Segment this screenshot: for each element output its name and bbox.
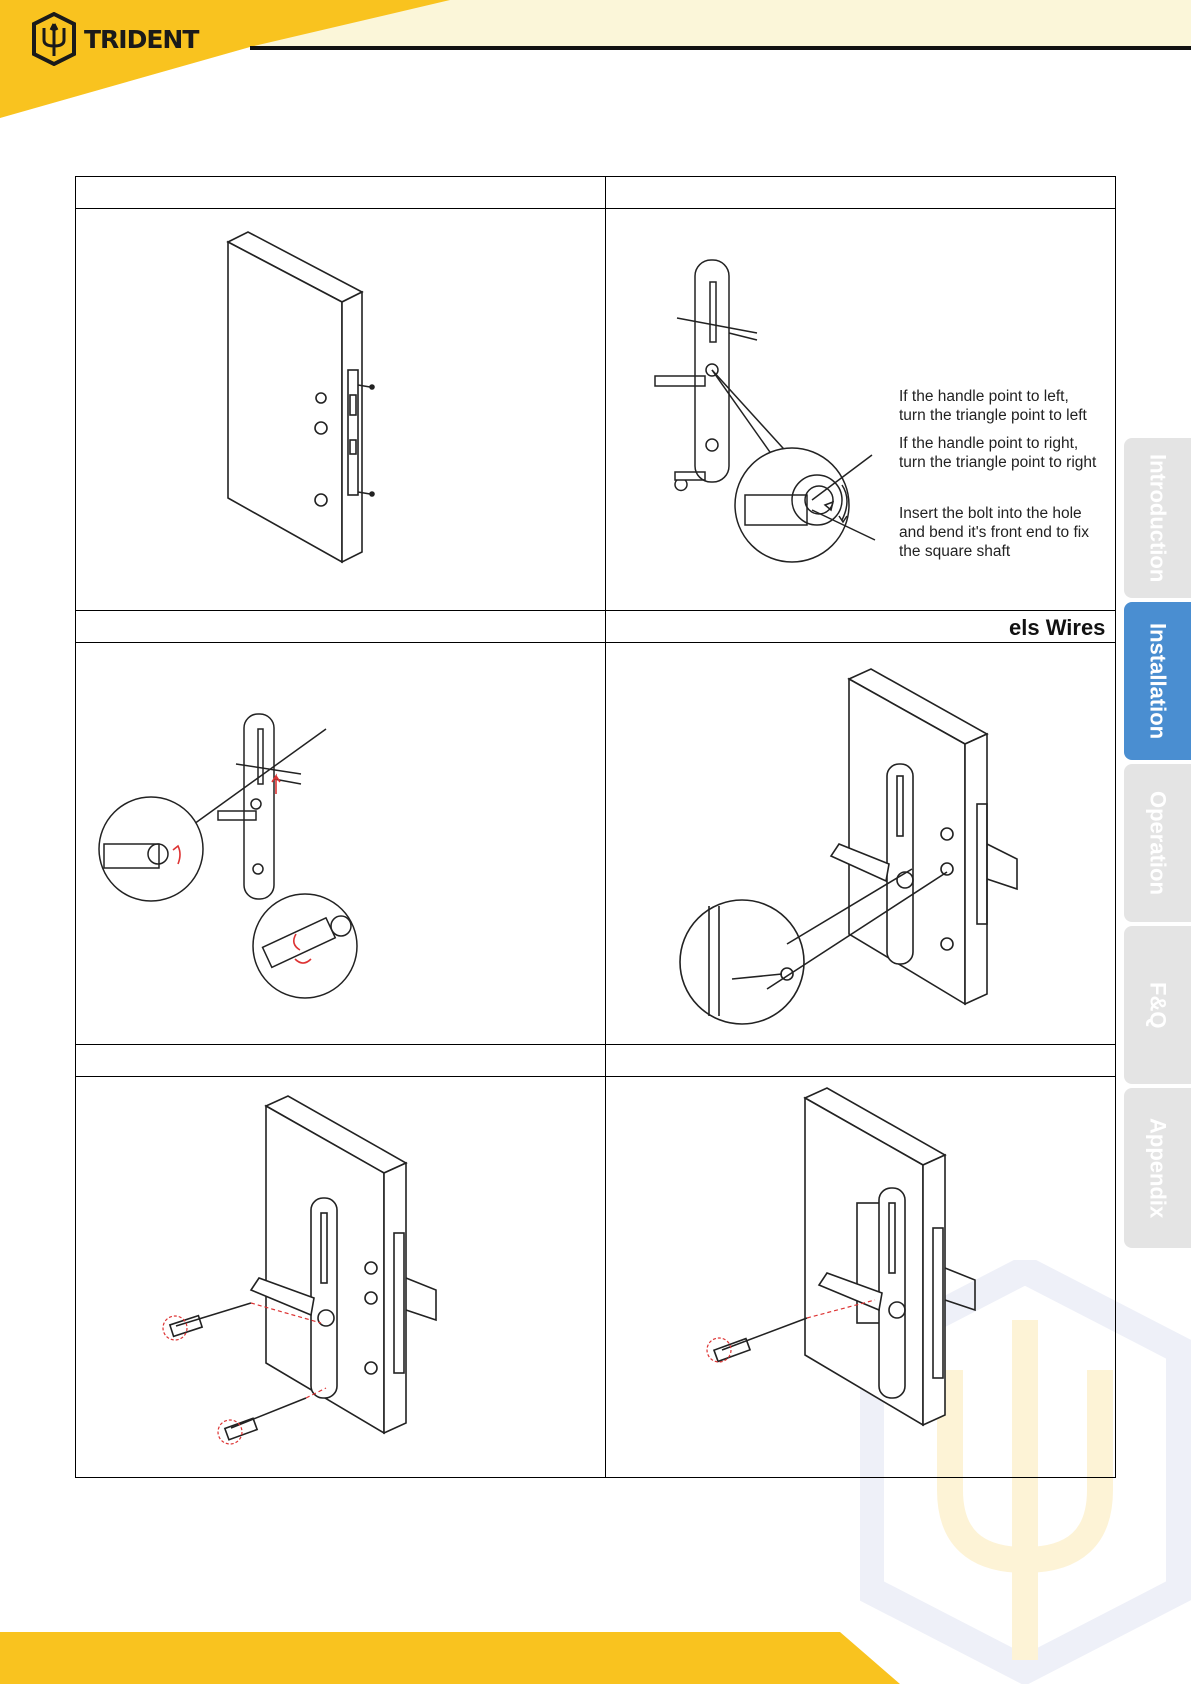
step-image-handle-direction [607, 210, 1117, 610]
step-image-door-holes [76, 210, 605, 610]
tab-label: Operation [1145, 791, 1171, 895]
tab-label: Installation [1145, 622, 1171, 740]
brand-logo[interactable] [30, 12, 198, 66]
brand-name: TRIDENT [84, 24, 199, 54]
row2-right-header: els Wires [1009, 615, 1106, 640]
tab-appendix[interactable] [1124, 1088, 1191, 1248]
step-image-shaft-screws [76, 644, 605, 1044]
tab-label: F&Q [1145, 981, 1171, 1029]
tab-installation[interactable] [1124, 602, 1191, 760]
tab-fq[interactable] [1124, 926, 1191, 1084]
note-handle-right: If the handle point to right, turn the triangle point to right [899, 435, 1097, 471]
step-image-screw-handle [76, 1078, 605, 1478]
trident-shield-icon [30, 12, 78, 66]
tab-label: Appendix [1145, 1117, 1171, 1219]
step-image-secure-handle [607, 1078, 1117, 1478]
footer-banner [0, 1628, 1191, 1684]
step-image-handle-wires [607, 644, 1117, 1044]
tab-introduction[interactable] [1124, 438, 1191, 598]
note-insert-bolt: Insert the bolt into the hole and bend it's front end to fix the square shaft [899, 505, 1089, 560]
note-handle-left: If the handle point to left, turn the triangle point to left [899, 388, 1087, 424]
tab-label: Introduction [1145, 453, 1171, 583]
installation-steps-table [75, 176, 1116, 1478]
tab-operation[interactable] [1124, 764, 1191, 922]
